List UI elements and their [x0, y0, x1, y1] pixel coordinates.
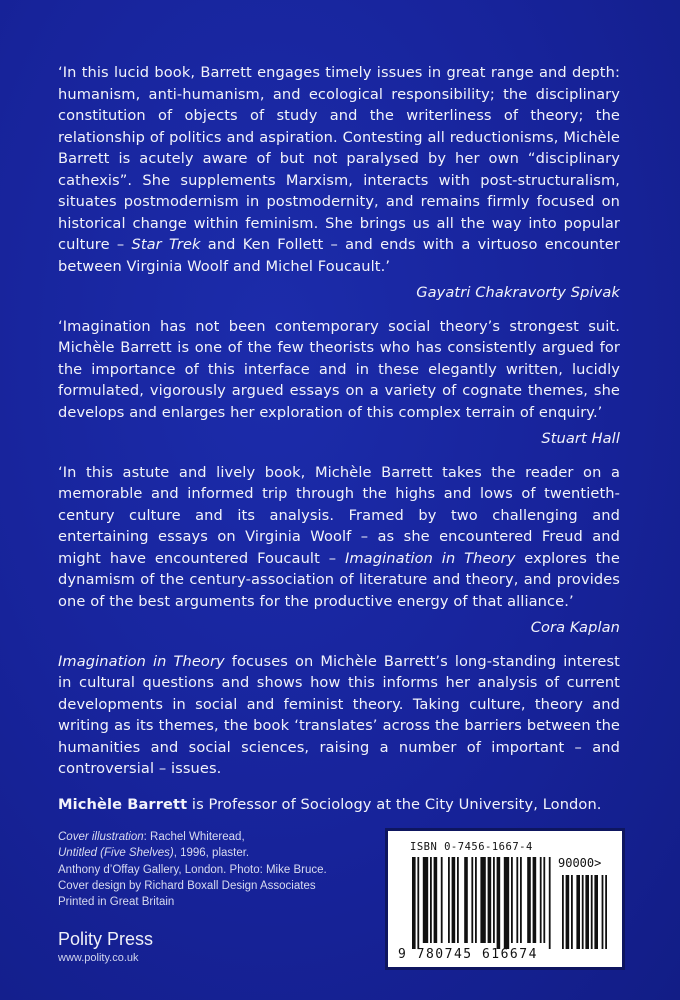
- barcode-bar: [504, 857, 509, 949]
- barcode-bar: [464, 857, 468, 943]
- credit-line-gallery: Anthony d’Offay Gallery, London. Photo: Mike Bruce.: [58, 863, 327, 876]
- artwork-details: , 1996, plaster.: [173, 847, 250, 860]
- barcode-addon-bar: [594, 875, 598, 949]
- isbn-label: ISBN 0-7456-1667-4: [410, 841, 533, 853]
- barcode-bar: [497, 857, 501, 949]
- barcode-bar: [480, 857, 485, 943]
- publisher-name: Polity Press: [58, 929, 154, 949]
- cover-credits: [58, 829, 358, 910]
- author-bio: [58, 794, 620, 816]
- barcode-bar: [457, 857, 459, 943]
- barcode-addon-bar: [566, 875, 570, 949]
- barcode-addon-bar: [585, 875, 589, 949]
- barcode-addon-bar: [605, 875, 607, 949]
- barcode-addon-bar: [576, 875, 580, 949]
- barcode-graphic: [412, 857, 608, 951]
- book-title: Imagination in Theory: [58, 652, 225, 670]
- publisher-block: [58, 928, 153, 966]
- credit-label: Cover illustration: [58, 831, 144, 843]
- barcode-addon-bar: [582, 875, 584, 949]
- quote-attribution: Cora Kaplan: [530, 619, 620, 636]
- ean-digits: 9 780745 616674: [398, 947, 538, 962]
- barcode-bar: [540, 857, 542, 943]
- back-cover-text: [58, 62, 620, 815]
- barcode-bar: [412, 857, 416, 949]
- barcode-addon-bar: [591, 875, 593, 949]
- quote-attribution: Stuart Hall: [541, 430, 620, 447]
- barcode-bar: [452, 857, 456, 943]
- barcode-addon-bar: [602, 875, 604, 949]
- barcode-bar: [448, 857, 450, 943]
- price-add-on: 90000>: [558, 856, 602, 870]
- barcode-bar: [527, 857, 531, 943]
- barcode-bar: [488, 857, 492, 943]
- barcode-bar: [543, 857, 545, 943]
- barcode-bar: [493, 857, 495, 943]
- barcode-bars: [412, 857, 608, 951]
- book-blurb: [58, 651, 620, 780]
- credit-line-illustration: [58, 829, 358, 845]
- publisher-url: www.polity.co.uk: [58, 952, 139, 964]
- barcode-bar: [430, 857, 432, 943]
- author-name: Michèle Barrett: [58, 795, 188, 813]
- quote-text: ‘In this lucid book, Barrett engages timely issues in great range and depth: humanism, anti-humanism, and ecological responsibility; the disciplinary constitution of objects of study and the writerliness of theory; the relationship of politics and aspiration. Contesting all reductionisms, Michèle Barrett is acutely aware of but not paralysed by her own “disciplinary cathexis”. She supplements Marxism, interacts with post-structuralism, situates postmodernism in postmodernity, and remains firmly focused on historical change within feminism. She brings us all the way into popular culture – Star Trek and Ken Follett – and ends with a virtuoso encounter between Virginia Woolf and Michel Foucault.’: [58, 64, 620, 275]
- quote-text: ‘Imagination has not been contemporary social theory’s strongest suit. Michèle Barrett is one of the few theorists who has consistently argued for the importance of this interface and in these elegantly written, lucidly formulated, vigorously argued essays on a variety of cognate themes, she develops and enlarges her exploration of this complex terrain of enquiry.’: [58, 317, 620, 421]
- credit-line-artwork: [58, 845, 358, 861]
- credit-line-design: Cover design by Richard Boxall Design Associates: [58, 879, 316, 892]
- credit-artist: : Rachel Whiteread,: [143, 831, 245, 843]
- barcode-addon-bar: [562, 875, 564, 949]
- barcode-bar: [520, 857, 522, 943]
- artwork-title: Untitled (Five Shelves): [58, 847, 174, 860]
- bio-text: is Professor of Sociology at the City University, London.: [187, 795, 602, 813]
- barcode-bar: [434, 857, 438, 943]
- barcode-bar: [423, 857, 428, 943]
- quote-attribution: Gayatri Chakravorty Spivak: [416, 284, 620, 301]
- barcode-panel: [385, 828, 625, 970]
- barcode-bar: [516, 857, 518, 943]
- barcode-bar: [475, 857, 477, 943]
- barcode-bar: [471, 857, 473, 943]
- barcode-bar: [533, 857, 537, 943]
- barcode-bar: [441, 857, 443, 943]
- barcode-bar: [417, 857, 419, 949]
- barcode-bar: [549, 857, 551, 949]
- barcode-bar: [511, 857, 513, 943]
- blurb-text: focuses on Michèle Barrett’s long-standing interest in cultural questions and shows how this informs her analysis of current developments in social and feminist theory. Taking culture, theory and writing as its themes, the book ‘translates’ across the barriers between the humanities and social sciences, raising a number of important – and controversial – issues.: [58, 652, 620, 777]
- barcode-addon-bar: [571, 875, 573, 949]
- credit-line-printed: Printed in Great Britain: [58, 896, 175, 909]
- quote-text: ‘In this astute and lively book, Michèle Barrett takes the reader on a memorable and informed trip through the highs and lows of twentieth-century culture and its analysis. Framed by two challenging and entertaining essays on Virginia Woolf – as she encountered Freud and might have encountered Foucault – Imagination in Theory explores the dynamism of the century-association of literature and theory, and provides one of the best arguments for the productive energy of that alliance.’: [58, 463, 620, 610]
